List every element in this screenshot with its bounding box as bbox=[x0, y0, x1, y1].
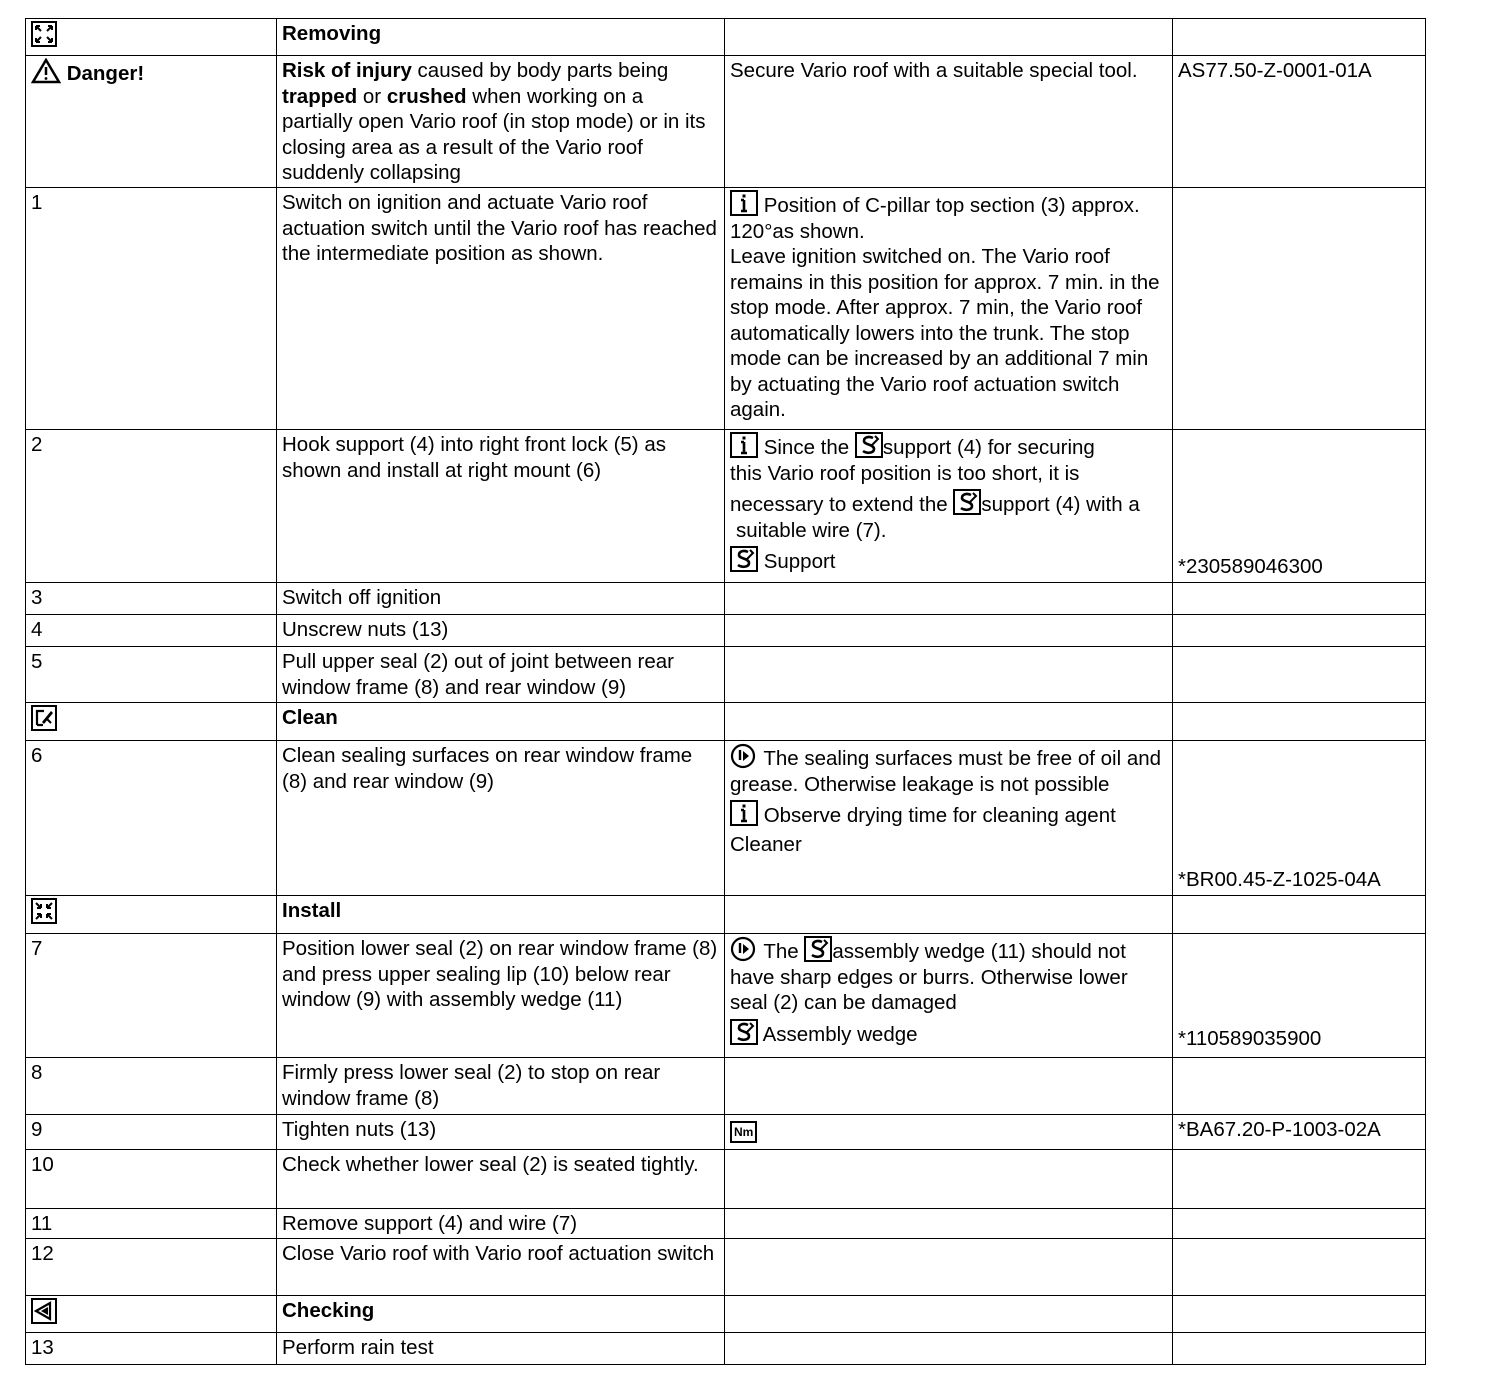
warning-icon bbox=[31, 58, 61, 84]
step-note: The assembly wedge (11) should not have sharp edges or burrs. Otherwise lower seal (2) can be damaged Assembly wedge bbox=[725, 934, 1173, 1058]
reference-cell bbox=[1173, 430, 1426, 583]
reference-cell bbox=[1173, 934, 1426, 1058]
reference-link[interactable]: *BA67.20-P-1003-02A bbox=[1173, 1115, 1426, 1150]
table-row bbox=[26, 1115, 1426, 1150]
step-text: Hook support (4) into right front lock (5) as shown and install at right mount (6) bbox=[277, 430, 725, 583]
step-text: Firmly press lower seal (2) to stop on rear window frame (8) bbox=[277, 1058, 725, 1115]
caution-icon bbox=[730, 936, 758, 962]
table-row bbox=[26, 896, 1426, 934]
procedure-table bbox=[25, 18, 1426, 1365]
table-row bbox=[26, 741, 1426, 896]
step-text: Perform rain test bbox=[277, 1333, 725, 1365]
step-number: 13 bbox=[26, 1333, 277, 1365]
step-text: Position lower seal (2) on rear window frame (8) and press upper sealing lip (10) below rear window (9) with assembly wedge (11) bbox=[277, 934, 725, 1058]
step-number: 1 bbox=[26, 188, 277, 430]
reference-link[interactable]: *230589046300 bbox=[1178, 554, 1323, 578]
step-note: Since the support (4) for securing this Vario roof position is too short, it is necessary to extend the support (4) with a suitable wire (7). Support bbox=[725, 430, 1173, 583]
table-row bbox=[26, 430, 1426, 583]
danger-cell bbox=[26, 56, 277, 188]
checking-icon bbox=[31, 1298, 57, 1324]
step-number: 7 bbox=[26, 934, 277, 1058]
step-note: The sealing surfaces must be free of oil and grease. Otherwise leakage is not possible Observe drying time for cleaning agent Cleaner bbox=[725, 741, 1173, 896]
special-tool-icon bbox=[804, 936, 832, 962]
step-text: Tighten nuts (13) bbox=[277, 1115, 725, 1150]
danger-note: Secure Vario roof with a suitable special tool. bbox=[725, 56, 1173, 188]
step-number: 2 bbox=[26, 430, 277, 583]
reference-link[interactable]: *BR00.45-Z-1025-04A bbox=[1178, 867, 1381, 891]
step-text: Switch on ignition and actuate Vario roof actuation switch until the Vario roof has reached the intermediate position as shown. bbox=[277, 188, 725, 430]
section-heading: Install bbox=[277, 896, 725, 934]
table-row bbox=[26, 615, 1426, 647]
step-text: Switch off ignition bbox=[277, 583, 725, 615]
step-number: 3 bbox=[26, 583, 277, 615]
step-number: 12 bbox=[26, 1239, 277, 1296]
table-row bbox=[26, 647, 1426, 703]
danger-label: Danger! bbox=[66, 62, 145, 85]
table-row bbox=[26, 1209, 1426, 1239]
step-text: Unscrew nuts (13) bbox=[277, 615, 725, 647]
table-row bbox=[26, 1239, 1426, 1296]
reference-link[interactable]: AS77.50-Z-0001-01A bbox=[1173, 56, 1426, 188]
table-row bbox=[26, 1150, 1426, 1209]
step-text: Clean sealing surfaces on rear window frame (8) and rear window (9) bbox=[277, 741, 725, 896]
step-number: 5 bbox=[26, 647, 277, 703]
icon-cell bbox=[26, 1296, 277, 1333]
install-icon bbox=[31, 898, 57, 924]
section-heading: Checking bbox=[277, 1296, 725, 1333]
step-text: Remove support (4) and wire (7) bbox=[277, 1209, 725, 1239]
table-row bbox=[26, 19, 1426, 56]
section-heading: Removing bbox=[277, 19, 725, 56]
reference-cell bbox=[1173, 741, 1426, 896]
table-row bbox=[26, 703, 1426, 741]
step-number: 11 bbox=[26, 1209, 277, 1239]
special-tool-icon bbox=[730, 546, 758, 572]
clean-icon bbox=[31, 705, 57, 731]
torque-icon: Nm bbox=[730, 1121, 757, 1143]
removing-icon bbox=[31, 21, 57, 47]
icon-cell bbox=[26, 19, 277, 56]
icon-cell bbox=[26, 703, 277, 741]
special-tool-icon bbox=[730, 1019, 758, 1045]
table-row bbox=[26, 583, 1426, 615]
table-row bbox=[26, 934, 1426, 1058]
step-number: 6 bbox=[26, 741, 277, 896]
info-icon bbox=[730, 800, 758, 826]
step-note bbox=[725, 1115, 1173, 1150]
step-number: 10 bbox=[26, 1150, 277, 1209]
table-row bbox=[26, 188, 1426, 430]
table-row bbox=[26, 56, 1426, 188]
table-row bbox=[26, 1333, 1426, 1365]
table-row bbox=[26, 1296, 1426, 1333]
danger-text: Risk of injury caused by body parts being trapped or crushed when working on a partially open Vario roof (in stop mode) or in its closing area as a result of the Vario roof suddenly collapsing bbox=[277, 56, 725, 188]
reference-link[interactable]: *110589035900 bbox=[1178, 1026, 1322, 1050]
icon-cell bbox=[26, 896, 277, 934]
step-text: Close Vario roof with Vario roof actuation switch bbox=[277, 1239, 725, 1296]
step-number: 4 bbox=[26, 615, 277, 647]
caution-icon bbox=[730, 743, 758, 769]
info-icon bbox=[730, 432, 758, 458]
step-note: Position of C-pillar top section (3) approx. 120°as shown. Leave ignition switched on. The Vario roof remains in this position for approx. 7 min. in the stop mode. After approx. 7 min, the Vario roof automatically lowers into the trunk. The stop mode can be increased by an additional 7 min by actuating the Vario roof actuation switch again. bbox=[725, 188, 1173, 430]
step-number: 8 bbox=[26, 1058, 277, 1115]
info-icon bbox=[730, 190, 758, 216]
step-number: 9 bbox=[26, 1115, 277, 1150]
special-tool-icon bbox=[953, 489, 981, 515]
step-text: Pull upper seal (2) out of joint between rear window frame (8) and rear window (9) bbox=[277, 647, 725, 703]
table-row bbox=[26, 1058, 1426, 1115]
special-tool-icon bbox=[855, 432, 883, 458]
step-text: Check whether lower seal (2) is seated tightly. bbox=[277, 1150, 725, 1209]
section-heading: Clean bbox=[277, 703, 725, 741]
